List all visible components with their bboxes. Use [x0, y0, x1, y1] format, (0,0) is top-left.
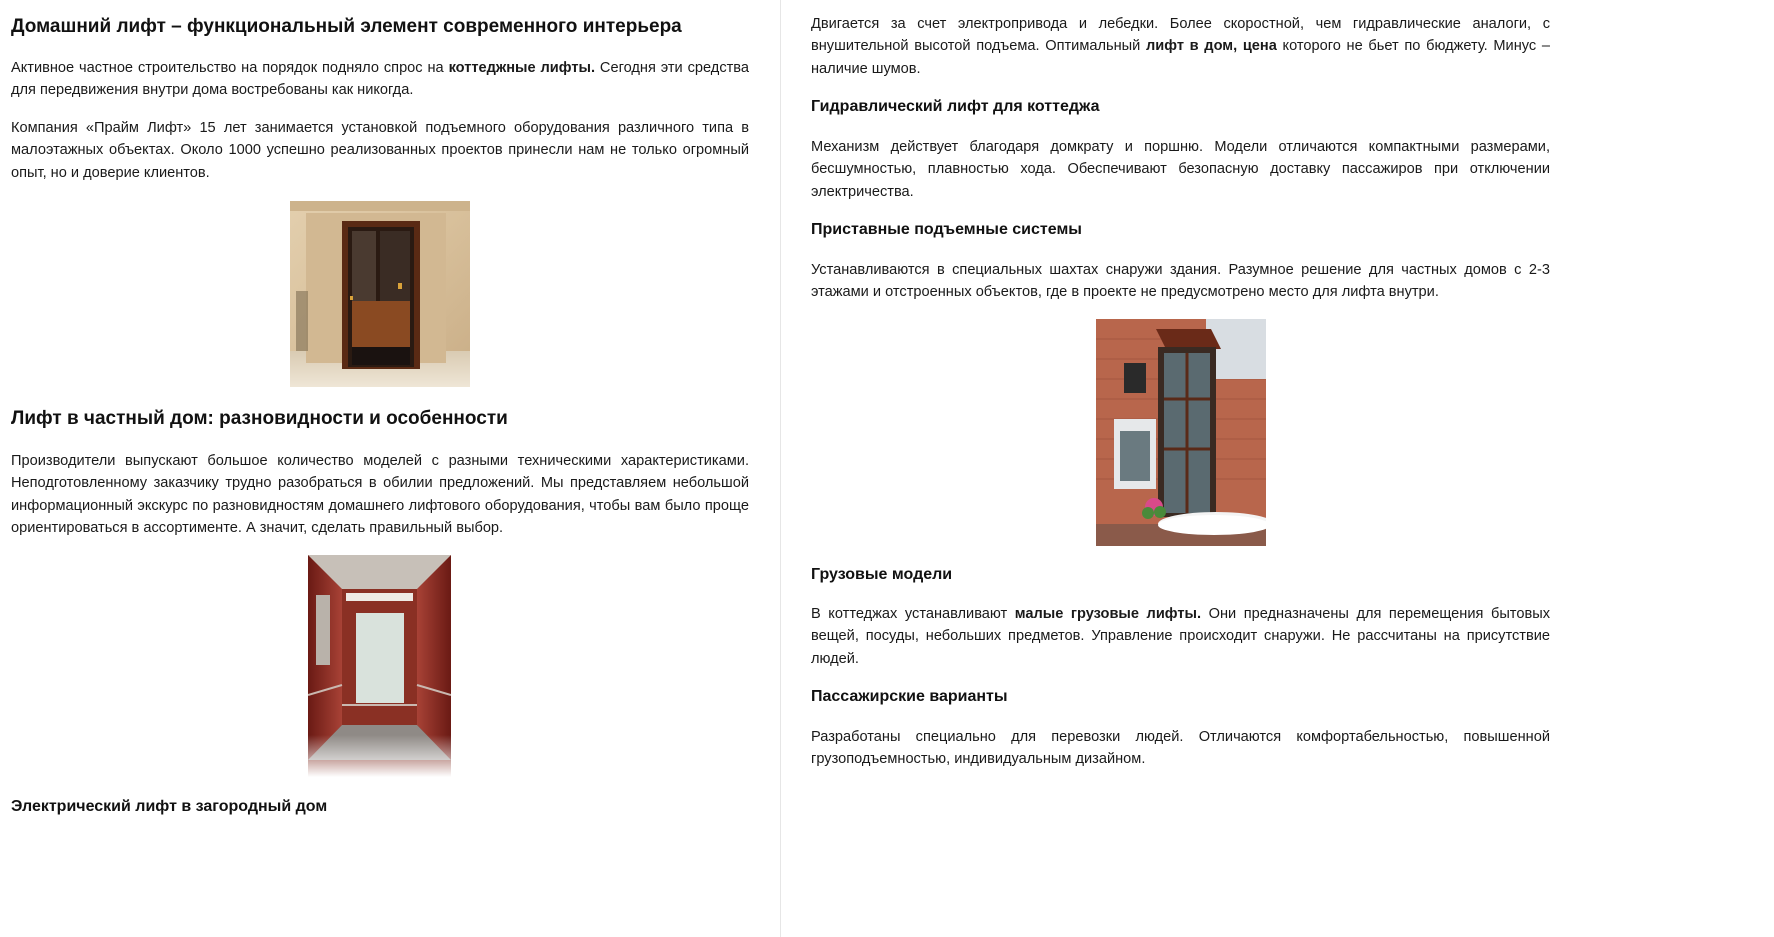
section-heading-freight: Грузовые модели: [811, 566, 953, 583]
section-heading-types: Лифт в частный дом: разновидности и особенности: [11, 408, 508, 429]
attached-paragraph: Устанавливаются в специальных шахтах снаружи здания. Разумное решение для частных домов с 2-3 этажами и отстроенных объектов, где в проекте не предусмотрено место для лифта внутри.: [811, 262, 1550, 301]
external-lift-shaft-image: [1096, 319, 1266, 546]
freight-paragraph: В коттеджах устанавливают малые грузовые лифты. Они предназначены для перемещения бытовых вещей, посуды, небольших предметов. Управление происходит снаружи. Не рассчитаны на присутствие людей.: [811, 606, 1550, 667]
hydraulic-paragraph: Механизм действует благодаря домкрату и поршню. Модели отличаются компактными размерами, бесшумностью, плавностью хода. Обеспечивают безопасную доставку пассажиров при отключении электричества.: [811, 139, 1550, 200]
cottage-lifts-link-text: коттеджные лифты.: [448, 60, 596, 76]
main-heading: Домашний лифт – функциональный элемент современного интерьера: [11, 16, 682, 37]
home-elevator-door-image: [290, 201, 470, 387]
electric-paragraph: Двигается за счет электропривода и лебедки. Более скоростной, чем гидравлические аналоги, с внушительной высотой подъема. Оптимальный лифт в дом, цена которого не бьет по бюджету. Минус – наличие шумов.: [811, 16, 1551, 77]
section-heading-hydraulic: Гидравлический лифт для коттеджа: [811, 98, 1100, 115]
intro-paragraph: Активное частное строительство на порядок подняло спрос на коттеджные лифты. Сегодня эти средства для передвижения внутри дома востребованы как никогда.: [11, 60, 750, 99]
column-divider: [780, 0, 781, 937]
company-paragraph: Компания «Прайм Лифт» 15 лет занимается установкой подъемного оборудования различного типа в малоэтажных объектах. Около 1000 успешно реализованных проектов принесли нам не только огромный опыт, но и доверие клиентов.: [11, 120, 749, 181]
section-heading-passenger: Пассажирские варианты: [811, 688, 1008, 705]
lift-price-link-text: лифт в дом, цена: [1146, 38, 1277, 55]
section-heading-attached: Приставные подъемные системы: [811, 221, 1082, 238]
section-heading-electric: Электрический лифт в загородный дом: [11, 798, 328, 815]
small-freight-lifts-link-text: малые грузовые лифты.: [1014, 606, 1202, 622]
elevator-cabin-image: [308, 555, 451, 777]
passenger-paragraph: Разработаны специально для перевозки людей. Отличаются комфортабельностью, повышенной грузоподъемностью, индивидуальным дизайном.: [811, 729, 1550, 768]
types-paragraph: Производители выпускают большое количество моделей с разными техническими характеристиками. Неподготовленному заказчику трудно разобраться в обилии предложений. Мы представляем небольшой информационный экскурс по разновидностям домашнего лифтового оборудования, чтобы вам было проще ориентироваться в ассортименте. А значит, сделать правильный выбор.: [11, 453, 749, 537]
